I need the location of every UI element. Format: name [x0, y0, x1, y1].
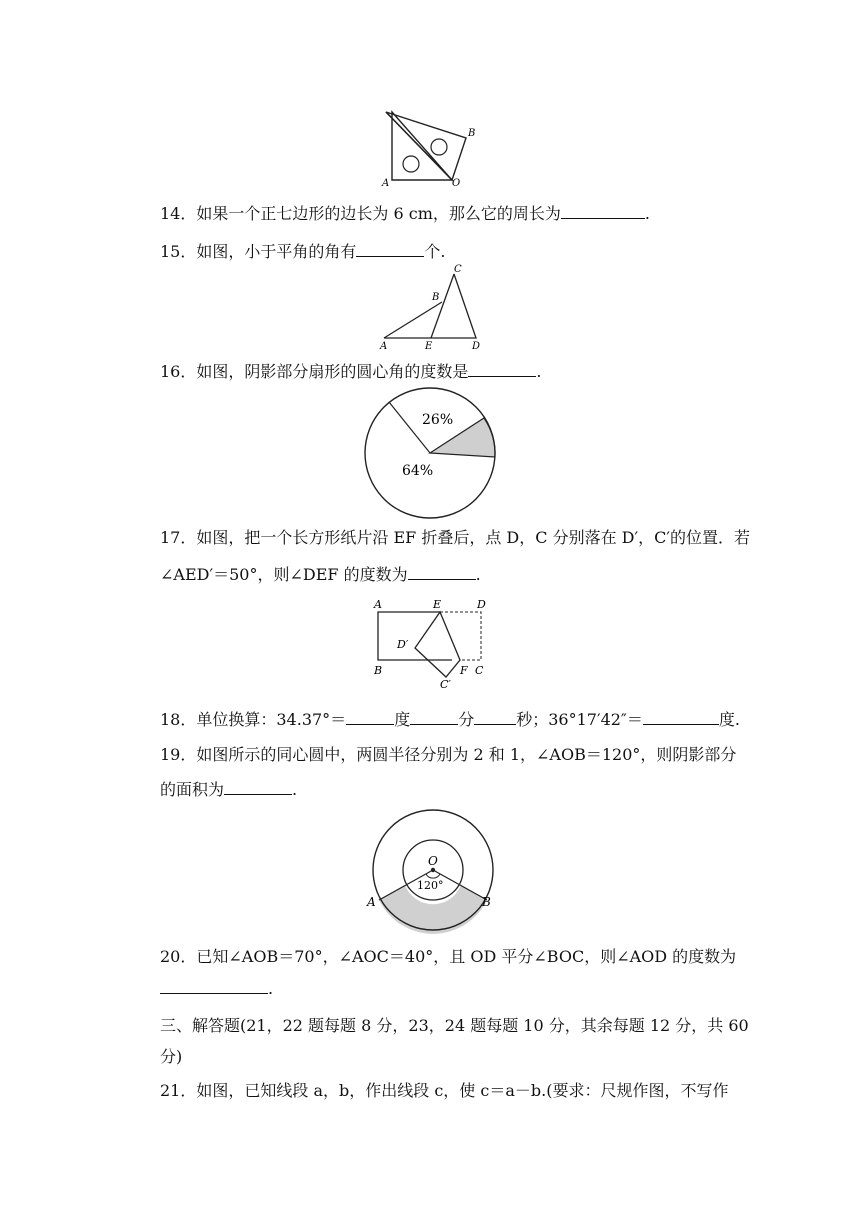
section-text: 三、解答题(21，22 题每题 8 分，23，24 题每题 10 分，其余每题 12 分，共 60 — [160, 1016, 749, 1035]
question-text: 如图，小于平角的角有 — [196, 242, 357, 261]
shaded-annulus-sector — [379, 885, 487, 934]
question-text: 如图，阴影部分扇形的圆心角的度数是 — [196, 362, 469, 381]
label-c: C — [454, 264, 462, 275]
unit-degree: 度 — [394, 710, 411, 729]
unit-second: 秒；36°17′42″＝ — [516, 710, 643, 729]
question-number: 17． — [160, 528, 197, 547]
label-o: O — [452, 178, 461, 189]
label-a: A — [374, 598, 382, 611]
question-end: 个. — [424, 242, 446, 261]
question-text: 如图，已知线段 a，b，作出线段 c，使 c＝a－b.(要求：尺规作图，不写作 — [196, 1081, 729, 1100]
label-b: B — [482, 895, 491, 909]
label-b: B — [432, 292, 440, 303]
angle-arc — [426, 874, 440, 878]
unit-minute: 分 — [458, 710, 475, 729]
section-3-heading-line1 — [160, 1016, 749, 1036]
question-20-line2 — [160, 977, 273, 999]
label-e: E — [433, 598, 442, 611]
label-a: A — [380, 341, 388, 352]
section-text: 分) — [160, 1047, 183, 1066]
label-a: A — [367, 895, 376, 909]
question-number: 18． — [160, 710, 197, 729]
question-end: . — [268, 979, 274, 998]
label-120: 120° — [417, 879, 444, 892]
question-20-line1 — [160, 947, 736, 967]
question-number: 15． — [160, 242, 197, 261]
question-21 — [160, 1081, 728, 1101]
answer-blank[interactable] — [160, 977, 268, 994]
label-b: B — [468, 128, 476, 139]
label-o: O — [428, 854, 438, 868]
question-end: . — [292, 780, 298, 799]
question-number: 14． — [160, 204, 197, 223]
question-text: 单位换算：34.37°＝ — [196, 710, 347, 729]
label-b: B — [374, 664, 383, 677]
label-c: C — [475, 664, 484, 677]
question-text: 如果一个正七边形的边长为 6 cm，那么它的周长为 — [196, 204, 561, 223]
question-end: . — [536, 362, 542, 381]
question-text: 的面积为 — [160, 780, 225, 799]
slice-label-26: 26% — [422, 412, 454, 428]
question-text: 如图，把一个长方形纸片沿 EF 折叠后，点 D，C 分别落在 D′，C′的位置．若 — [196, 528, 750, 547]
label-d: D — [477, 598, 486, 611]
label-e: E — [425, 341, 433, 352]
question-text: ∠AED′＝50°，则∠DEF 的度数为 — [160, 565, 408, 584]
question-text: 如图所示的同心圆中，两圆半径分别为 2 和 1，∠AOB＝120°，则阴影部分 — [196, 745, 737, 764]
section-3-heading-line2 — [160, 1047, 182, 1067]
label-d-prime: D′ — [397, 638, 409, 651]
label-d: D — [472, 341, 481, 352]
question-end: . — [644, 204, 650, 223]
label-c-prime: C′ — [440, 678, 451, 691]
label-a: A — [382, 178, 390, 189]
center-dot — [431, 868, 435, 872]
question-number: 21． — [160, 1081, 197, 1100]
question-end: 度. — [718, 710, 741, 729]
question-number: 16． — [160, 362, 197, 381]
question-end: . — [475, 565, 481, 584]
question-number: 20． — [160, 947, 197, 966]
question-text: 已知∠AOB＝70°，∠AOC＝40°，且 OD 平分∠BOC，则∠AOD 的度数为 — [196, 947, 737, 966]
slice-label-64: 64% — [402, 463, 434, 479]
label-f: F — [460, 664, 468, 677]
question-number: 19． — [160, 745, 197, 764]
